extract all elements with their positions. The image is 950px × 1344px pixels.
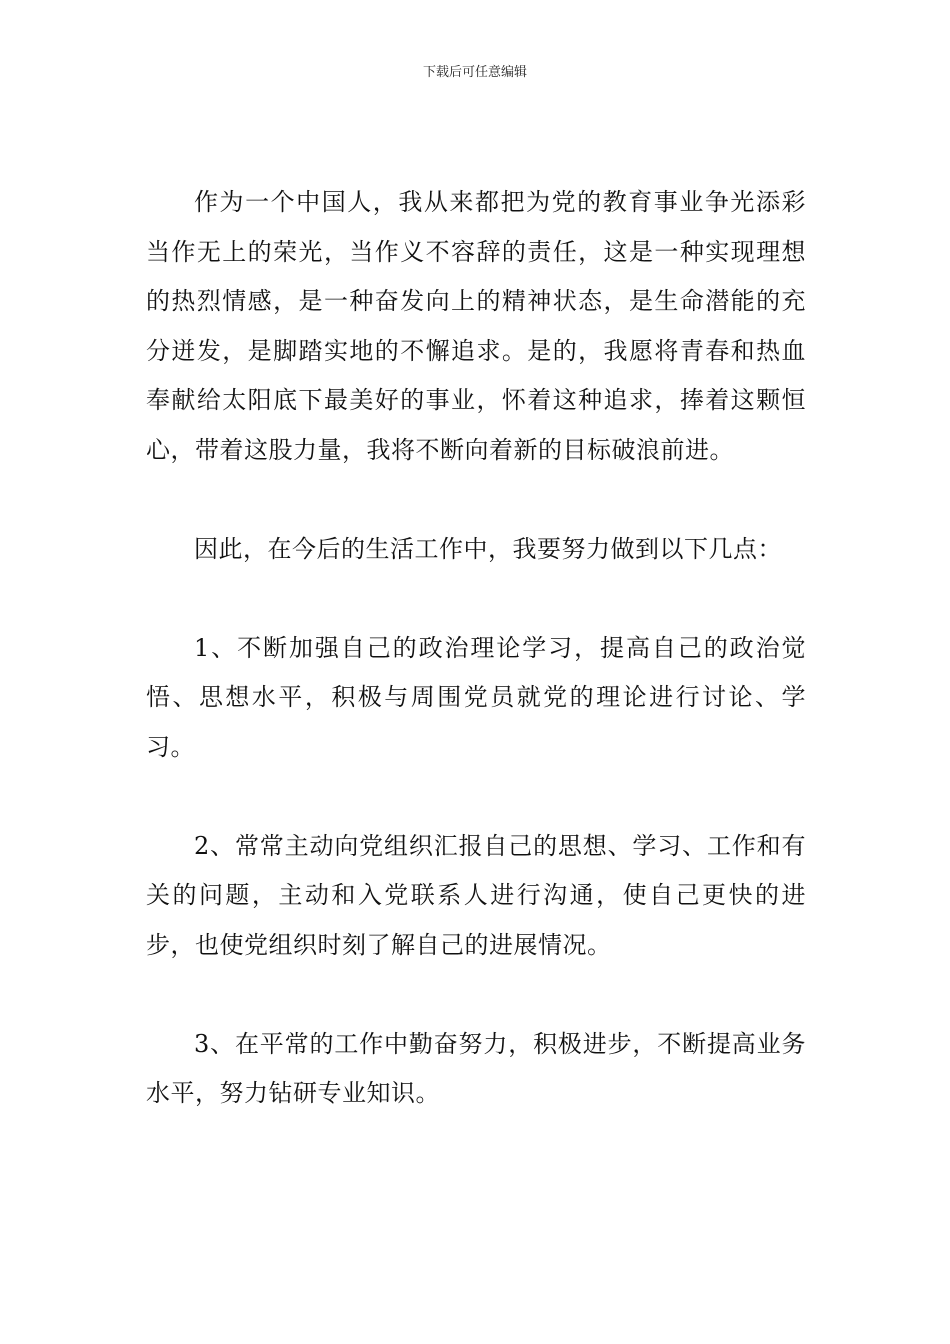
paragraph-1: 作为一个中国人，我从来都把为党的教育事业争光添彩当作无上的荣光，当作义不容辞的责任，这是一种实现理想的热烈情感，是一种奋发向上的精神状态，是生命潜能的充分迸发，是脚踏实地的不懈追求。是的，我愿将青春和热血奉献给太阳底下最美好的事业，怀着这种追求，捧着这颗恒心，带着这股力量，我将不断向着新的目标破浪前进。: [146, 188, 806, 464]
paragraph-gap: [146, 574, 806, 624]
header-note: 下载后可任意编辑: [422, 65, 527, 80]
paragraph-gap: [146, 970, 806, 1020]
paragraph-gap: [146, 475, 806, 525]
paragraph-2: 因此，在今后的生活工作中，我要努力做到以下几点：: [194, 534, 782, 563]
paragraph-gap: [146, 772, 806, 822]
paragraph-4: 2、常常主动向党组织汇报自己的思想、学习、工作和有关的问题，主动和入党联系人进行沟通，使自己更快的进步，也使党组织时刻了解自己的进展情况。: [146, 831, 806, 959]
document-body: [146, 178, 806, 1119]
paragraph-3: 1、不断加强自己的政治理论学习，提高自己的政治觉悟、思想水平，积极与周围党员就党的理论进行讨论、学习。: [146, 633, 806, 761]
paragraph-5: 3、在平常的工作中勤奋努力，积极进步，不断提高业务水平，努力钻研专业知识。: [146, 1029, 806, 1107]
